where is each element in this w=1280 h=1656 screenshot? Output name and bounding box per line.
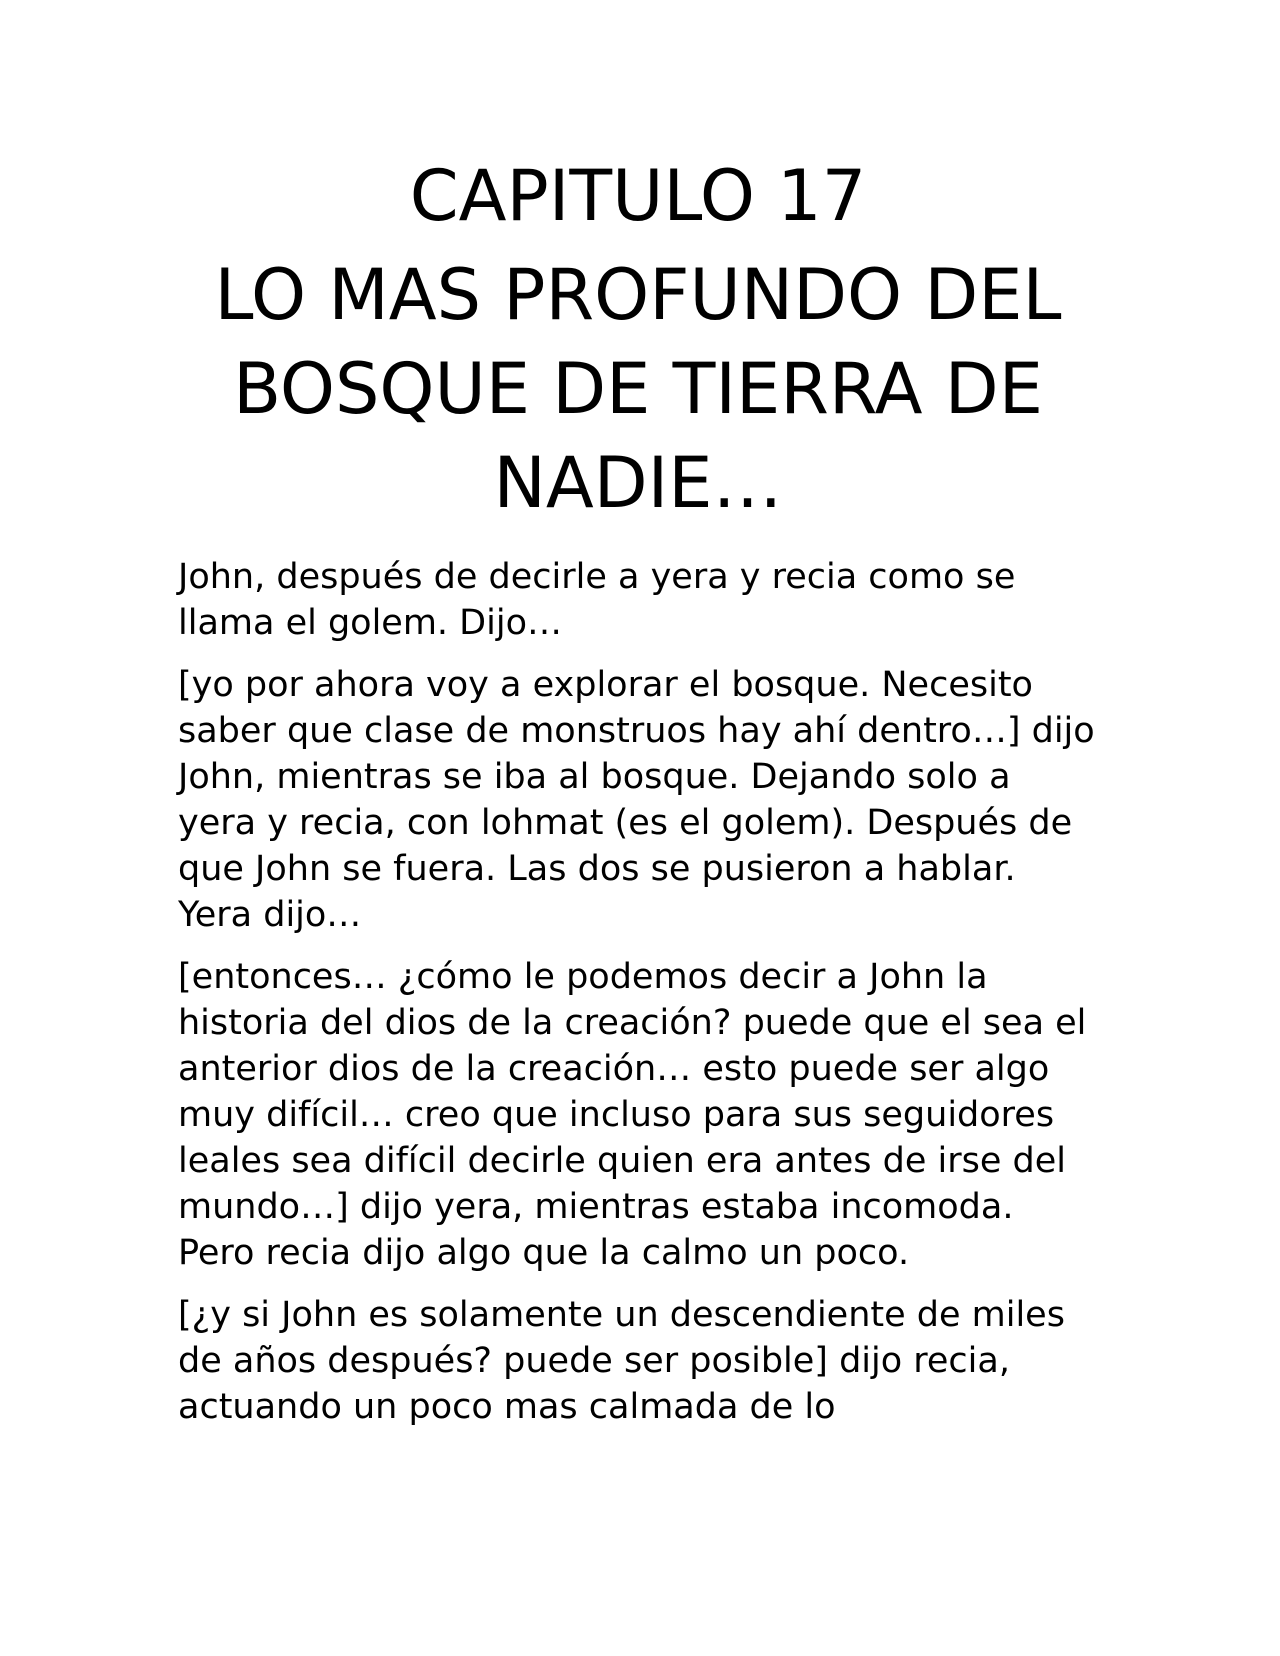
document-page: [178, 150, 1098, 1446]
paragraph-3: [entonces… ¿cómo le podemos decir a John la historia del dios de la creación? puede que el sea el anterior dios de la creación… esto puede ser algo muy difícil… creo que incluso para sus seguidores leales sea difícil decirle quien era antes de irse del mundo…] dijo yera, mientras estaba incomoda. Pero recia dijo algo que la calmo un poco.: [178, 957, 1087, 1273]
chapter-title: LO MAS PROFUNDO DEL BOSQUE DE TIERRA DE NADIE…: [214, 254, 1062, 524]
chapter-number: CAPITULO 17: [409, 155, 867, 237]
paragraph-1: John, después de decirle a yera y recia como se llama el golem. Dijo…: [178, 557, 1016, 643]
paragraph-4: [¿y si John es solamente un descendiente de miles de años después? puede ser posible] dijo recia, actuando un poco mas calmada de lo: [178, 1295, 1065, 1427]
paragraph-2: [yo por ahora voy a explorar el bosque. Necesito saber que clase de monstruos hay ahí dentro…] dijo John, mientras se iba al bosque. Dejando solo a yera y recia, con lohmat (es el golem). Después de que John se fuera. Las dos se pusieron a hablar. Yera dijo…: [178, 665, 1095, 935]
